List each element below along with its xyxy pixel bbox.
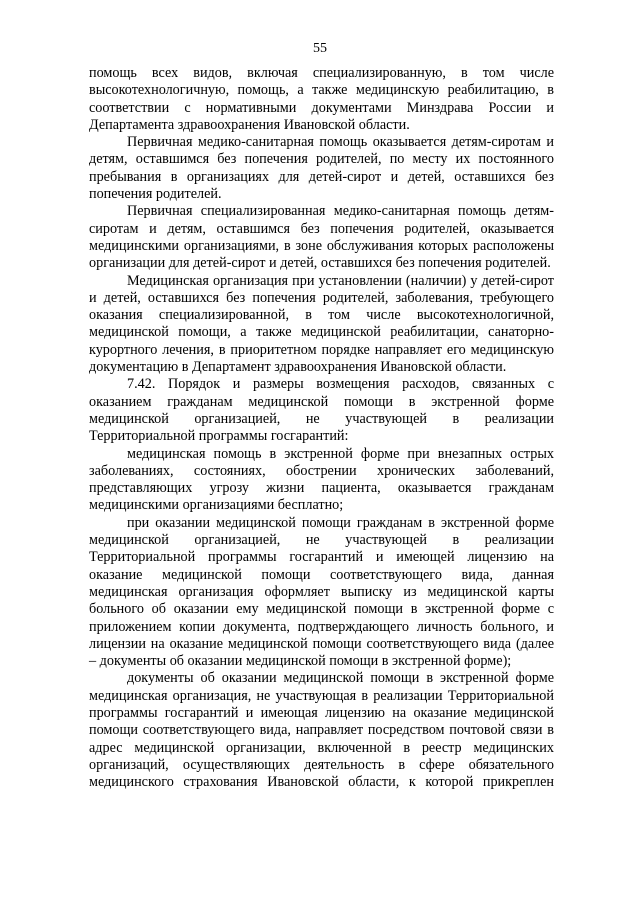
paragraph-2: Первичная медико-санитарная помощь оказывается детям-сиротам и детям, оставшимся без попечения родителей, по месту их постоянного пребывания в организациях для детей-сирот и детей, оставшихся без попечения родителей. bbox=[89, 134, 554, 203]
paragraph-8: документы об оказании медицинской помощи в экстренной форме медицинская организация, не участвующая в реализации Территориальной программы госгарантий и имеющая лицензию на оказание медицинской помощи соответствующего вида, направляет посредством почтовой связи в адрес медицинской организации, включенной в реестр медицинских организаций, осуществляющих деятельность в сфере обязательного медицинского страхования Ивановской области, к которой прикреплен bbox=[89, 670, 554, 791]
paragraph-6: медицинская помощь в экстренной форме при внезапных острых заболеваниях, состояниях, обострении хронических заболеваний, представляющих угрозу жизни пациента, оказывается гражданам медицинскими организациями бесплатно; bbox=[89, 445, 554, 514]
paragraph-4: Медицинская организация при установлении (наличии) у детей-сирот и детей, оставшихся без попечения родителей, заболевания, требующего оказания специализированной, в том числе высокотехнологичной, медицинской помощи, а также медицинской реабилитации, санаторно-курортного лечения, в приоритетном порядке направляет его медицинскую документацию в Департамент здравоохранения Ивановской области. bbox=[89, 272, 554, 376]
paragraph-7: при оказании медицинской помощи гражданам в экстренной форме медицинской организацией, не участвующей в реализации Территориальной программы госгарантий и имеющей лицензию на оказание медицинской помощи соответствующего вида, данная медицинская организация оформляет выписку из медицинской карты больного об оказании ему медицинской помощи в экстренной форме с приложением копии документа, подтверждающего личность больного, и лицензии на оказание медицинской помощи соответствующего вида (далее – документы об оказании медицинской помощи в экстренной форме); bbox=[89, 514, 554, 670]
paragraph-5: 7.42. Порядок и размеры возмещения расходов, связанных с оказанием гражданам медицинской помощи в экстренной форме медицинской организацией, не участвующей в реализации Территориальной программы госгарантий: bbox=[89, 376, 554, 445]
paragraph-3: Первичная специализированная медико-санитарная помощь детям-сиротам и детям, оставшимся без попечения родителей, оказывается медицинскими организациями, в зоне обслуживания которых расположены организации для детей-сирот и детей, оставшихся без попечения родителей. bbox=[89, 203, 554, 272]
paragraph-1: помощь всех видов, включая специализированную, в том числе высокотехнологичную, помощь, а также медицинскую реабилитацию, в соответствии с нормативными документами Минздрава России и Департамента здравоохранения Ивановской области. bbox=[89, 65, 554, 133]
body-text bbox=[89, 65, 554, 791]
page-number: 55 bbox=[313, 41, 327, 56]
